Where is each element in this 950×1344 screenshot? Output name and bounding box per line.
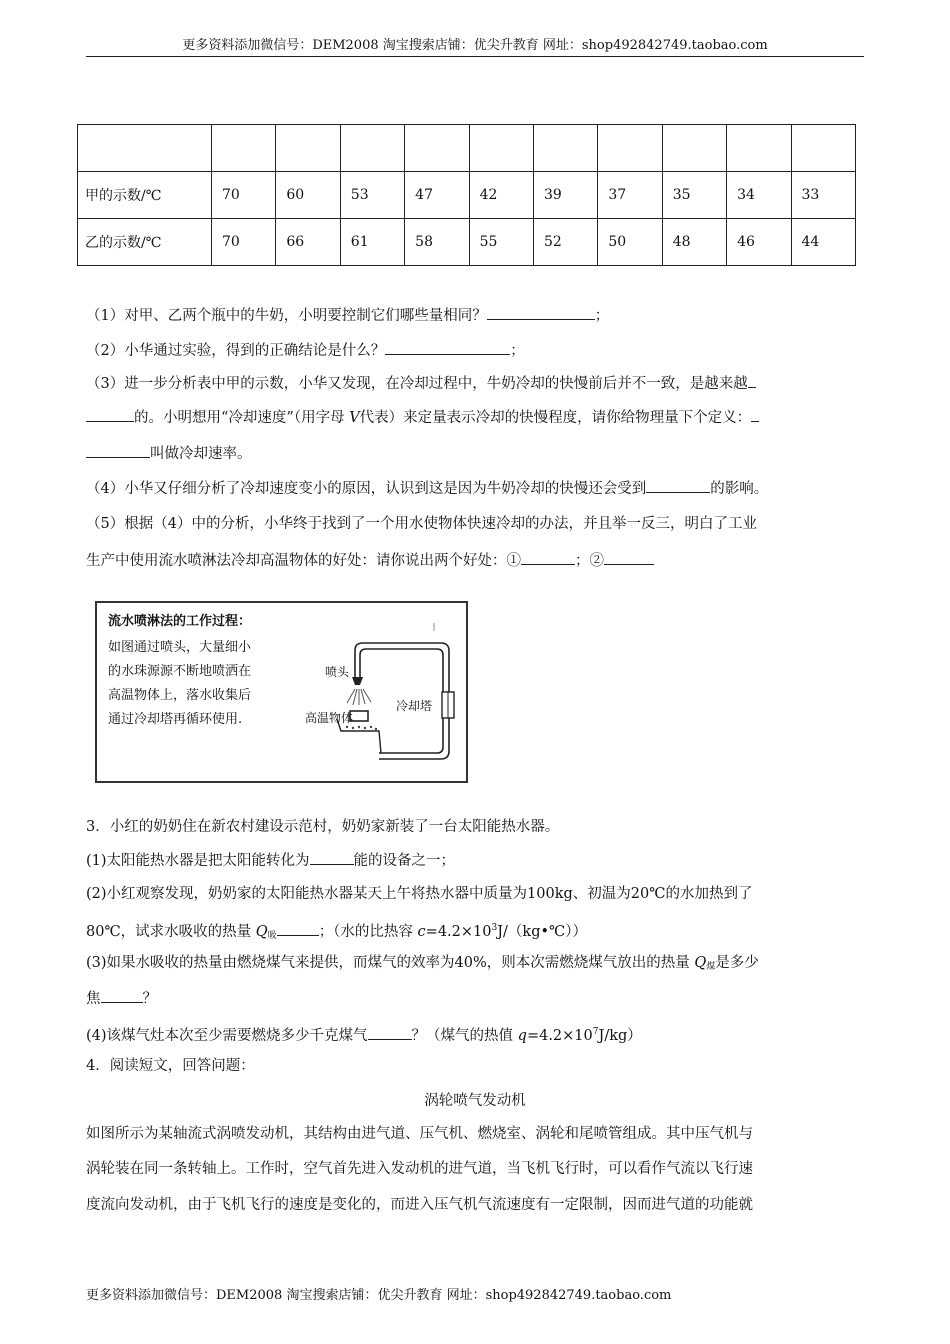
- article-line: 涡轮装在同一条转轴上。工作时，空气首先进入发动机的进气道，当飞机飞行时，可以看作气流以飞行速: [86, 1161, 753, 1177]
- hot-object-label: 高温物体: [305, 711, 354, 725]
- q2-item-3-text-c: 代表）来定量表示冷却的快慢程度，请你给物理量下个定义：: [359, 410, 752, 426]
- q3-item-2: (2)小红观察发现，奶奶家的太阳能热水器某天上午将热水器中质量为100kg、初温为20℃的水加热到了: [86, 886, 753, 902]
- q3-item-2-text: 80℃，试求水吸收的热量: [86, 924, 256, 940]
- table-cell: 48: [662, 219, 726, 266]
- q2-item-1: [86, 305, 609, 326]
- table-cell: [727, 125, 791, 172]
- q3-item-3: [86, 953, 759, 977]
- answer-blank[interactable]: [751, 407, 759, 422]
- q2-item-5-text-c: ；②: [575, 553, 604, 569]
- answer-blank[interactable]: [86, 443, 150, 458]
- answer-blank[interactable]: [86, 407, 134, 422]
- answer-blank[interactable]: [604, 550, 654, 565]
- figure-text-line: 高温物体上，落水收集后: [108, 688, 252, 703]
- q2-item-4: [86, 478, 768, 499]
- q3-item-3-text: (3)如果水吸收的热量由燃烧煤气来提供，而煤气的效率为40%，则本次需燃烧煤气放出的热量: [86, 955, 695, 971]
- table-cell: [405, 125, 469, 172]
- spray-diagram: [97, 603, 466, 781]
- q3-item-4-text: (4)该煤气灶本次至少需要燃烧多少千克煤气: [86, 1028, 368, 1044]
- table-cell: [276, 125, 340, 172]
- answer-blank[interactable]: [521, 550, 575, 565]
- table-cell: 61: [340, 219, 404, 266]
- answer-blank[interactable]: [101, 988, 143, 1003]
- table-cell: 33: [791, 172, 855, 219]
- answer-blank[interactable]: [646, 478, 710, 493]
- table-cell: [78, 125, 212, 172]
- symbol-q: Q: [255, 924, 268, 940]
- header-divider: [86, 56, 864, 57]
- q2-item-3-text-b: 的。小明想用“冷却速度”（用字母: [134, 410, 350, 426]
- table-cell: 37: [598, 172, 662, 219]
- table-cell: 34: [727, 172, 791, 219]
- q2-item-2-text: （2）小华通过实验，得到的正确结论是什么？: [86, 343, 386, 359]
- answer-blank[interactable]: [310, 850, 354, 865]
- page-header: 更多资料添加微信号：DEM2008 淘宝搜索店铺：优尖升教育 网址：shop492842749.taobao.com: [182, 38, 768, 53]
- table-row: [78, 219, 856, 266]
- q2-item-5-text: （5）根据（4）中的分析，小华终于找到了一个用水使物体快速冷却的办法，并且举一反三，明白了工业: [86, 516, 757, 532]
- q2-item-4-end: 的影响。: [710, 481, 769, 497]
- table-cell: 60: [276, 172, 340, 219]
- table-cell: [340, 125, 404, 172]
- q3-item-2-text-c: =4.2×10: [425, 924, 492, 940]
- water-drops: [346, 726, 377, 730]
- q3-item-3-text-b: 是多少: [715, 955, 759, 971]
- symbol-q-lower: q: [517, 1028, 527, 1044]
- article-title: 涡轮喷气发动机: [424, 1093, 526, 1109]
- table-cell: [662, 125, 726, 172]
- table-cell: [791, 125, 855, 172]
- symbol-q: Q: [694, 955, 707, 971]
- q3-item-4-text-d: J/kg）: [598, 1028, 642, 1044]
- answer-blank[interactable]: [748, 373, 756, 388]
- page-footer: 更多资料添加微信号：DEM2008 淘宝搜索店铺：优尖升教育 网址：shop492842749.taobao.com: [86, 1288, 672, 1303]
- q2-item-5-cont: [86, 550, 654, 571]
- q2-item-3-cont: [86, 407, 759, 428]
- q2-item-2-end: ；: [510, 343, 525, 359]
- q2-item-3-text: （3）进一步分析表中甲的示数，小华又发现，在冷却过程中，牛奶冷却的快慢前后并不一致，是越来越: [86, 376, 748, 392]
- table-header-row: [78, 125, 856, 172]
- table-cell: [598, 125, 662, 172]
- article-line: 度流向发动机，由于飞机飞行的速度是变化的，而进入压气机气流速度有一定限制，因而进气道的功能就: [86, 1197, 753, 1213]
- figure-title: 流水喷淋法的工作过程：: [108, 614, 252, 629]
- q2-item-5-text-b: 生产中使用流水喷淋法冷却高温物体的好处：请你说出两个好处：①: [86, 553, 521, 569]
- q3-item-4-text-b: ？（煤气的热值: [411, 1028, 518, 1044]
- q3-item-4: [86, 1022, 642, 1046]
- figure-text-line: 通过冷却塔再循环使用.: [108, 712, 243, 727]
- q3-item-1-text: (1)太阳能热水器是把太阳能转化为: [86, 853, 310, 869]
- table-row: [78, 172, 856, 219]
- table-cell: 70: [212, 172, 276, 219]
- symbol-v: V: [349, 410, 360, 426]
- answer-blank[interactable]: [368, 1025, 412, 1040]
- table-cell: 42: [469, 172, 533, 219]
- q2-item-4-text: （4）小华又仔细分析了冷却速度变小的原因，认识到这是因为牛奶冷却的快慢还会受到: [86, 481, 647, 497]
- table-cell: [212, 125, 276, 172]
- answer-blank[interactable]: [385, 340, 510, 355]
- symbol-c: c: [417, 924, 426, 940]
- table-cell: 44: [791, 219, 855, 266]
- answer-blank[interactable]: [487, 305, 595, 320]
- row-label: 甲的示数/℃: [78, 172, 212, 219]
- table-cell: 53: [340, 172, 404, 219]
- spray-cooling-figure: [95, 601, 468, 783]
- q3-item-3-text-c: 焦: [86, 991, 101, 1007]
- nozzle-label: 喷头: [325, 665, 350, 679]
- q3-item-4-text-c: =4.2×10: [526, 1028, 593, 1044]
- table-cell: 66: [276, 219, 340, 266]
- article-line: 如图所示为某轴流式涡喷发动机，其结构由进气道、压气机、燃烧室、涡轮和尾喷管组成。其中压气机与: [86, 1126, 753, 1142]
- table-cell: 50: [598, 219, 662, 266]
- q2-item-1-text: （1）对甲、乙两个瓶中的牛奶，小明要控制它们哪些量相同？: [86, 308, 487, 324]
- nozzle-icon: [352, 677, 363, 685]
- q3-item-2-text-d: J/（kg•℃））: [497, 924, 588, 940]
- table-cell: 58: [405, 219, 469, 266]
- q2-item-5: [86, 514, 757, 534]
- q3-item-1: [86, 850, 455, 871]
- exponent: 7: [592, 1027, 599, 1037]
- table-cell: 70: [212, 219, 276, 266]
- q2-item-3: [86, 373, 756, 394]
- q4-title: 4．阅读短文，回答问题：: [86, 1058, 255, 1074]
- q2-item-2: [86, 340, 525, 361]
- q3-item-3-cont: [86, 988, 157, 1009]
- table-cell: 46: [727, 219, 791, 266]
- answer-blank[interactable]: [277, 921, 319, 936]
- subscript-gas: 煤: [706, 962, 716, 972]
- spray-droplets: [347, 689, 371, 705]
- q2-item-1-end: ；: [594, 308, 610, 324]
- exponent: 3: [491, 923, 498, 933]
- temperature-table: [77, 124, 856, 266]
- table-cell: [469, 125, 533, 172]
- table-cell: [533, 125, 597, 172]
- q3-item-2-text-b: ；（水的比热容: [318, 924, 418, 940]
- table-cell: 47: [405, 172, 469, 219]
- figure-text-line: 的水珠源源不断地喷洒在: [108, 664, 252, 679]
- q3-item-1-end: 能的设备之一；: [353, 853, 456, 869]
- table-cell: 52: [533, 219, 597, 266]
- table-cell: 35: [662, 172, 726, 219]
- row-label: 乙的示数/℃: [78, 219, 212, 266]
- q2-item-3-text-d: 叫做冷却速率。: [150, 446, 252, 462]
- table-cell: 55: [469, 219, 533, 266]
- table-cell: 39: [533, 172, 597, 219]
- q3-item-2-cont: [86, 918, 587, 946]
- figure-text-line: 如图通过喷头，大量细小: [108, 640, 252, 655]
- cooling-tower-label: 冷却塔: [396, 699, 433, 713]
- subscript-absorb: 吸: [267, 931, 277, 941]
- q3-item-3-text-d: ？: [142, 991, 157, 1007]
- q3-title: 3．小红的奶奶住在新农村建设示范村，奶奶家新装了一台太阳能热水器。: [86, 819, 560, 835]
- q2-item-3-cont2: [86, 443, 252, 464]
